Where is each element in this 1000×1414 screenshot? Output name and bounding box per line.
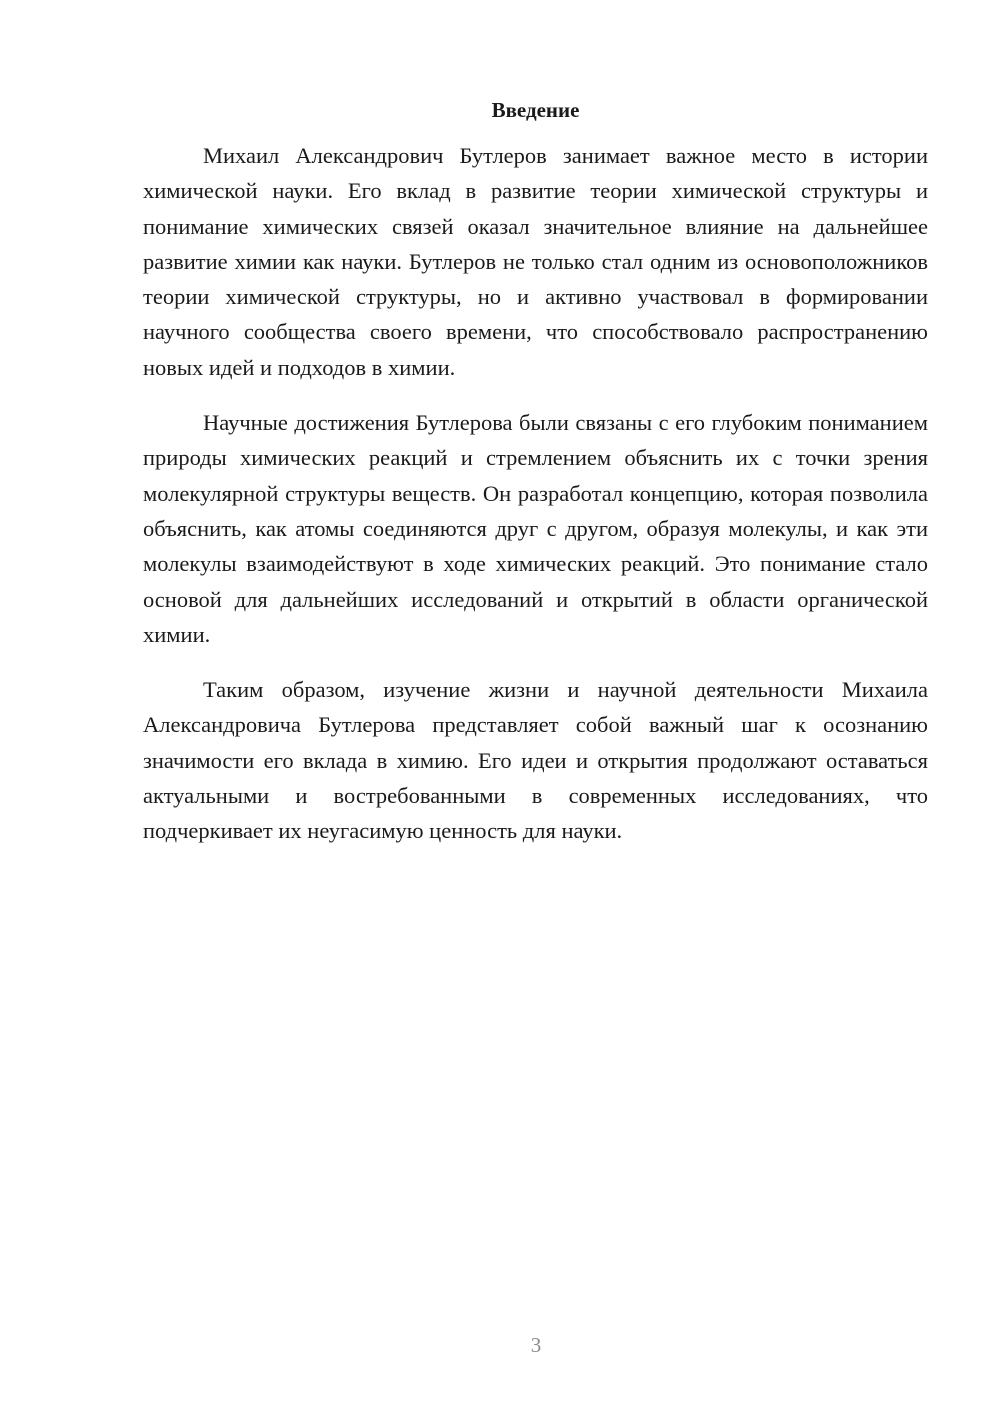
page-content [143,95,928,869]
page-number: 3 [530,1333,542,1357]
paragraph-2: Научные достижения Бутлерова были связаны с его глубоким пониманием природы химических реакций и стремлением объяснить их с точки зрения молекулярной структуры веществ. Он разработал концепцию, которая позволила объяснить, как атомы соединяются друг с другом, образуя молекулы, и как эти молекулы взаимодействуют в ходе химических реакций. Это понимание стало основой для дальнейших исследований и открытий в области органической химии. [143,410,928,647]
section-heading: Введение [491,98,580,122]
paragraph-3: Таким образом, изучение жизни и научной деятельности Михаила Александровича Бутлерова представляет собой важный шаг к осознанию значимости его вклада в химию. Его идеи и открытия продолжают оставаться актуальными и востребованными в современных исследованиях, что подчеркивает их неугасимую ценность для науки. [143,677,928,844]
paragraph-1: Михаил Александрович Бутлеров занимает важное место в истории химической науки. Его вклад в развитие теории химической структуры и понимание химических связей оказал значительное влияние на дальнейшее развитие химии как науки. Бутлеров не только стал одним из основоположников теории химической структуры, но и активно участвовал в формировании научного сообщества своего времени, что способствовало распространению новых идей и подходов в химии. [143,143,928,380]
